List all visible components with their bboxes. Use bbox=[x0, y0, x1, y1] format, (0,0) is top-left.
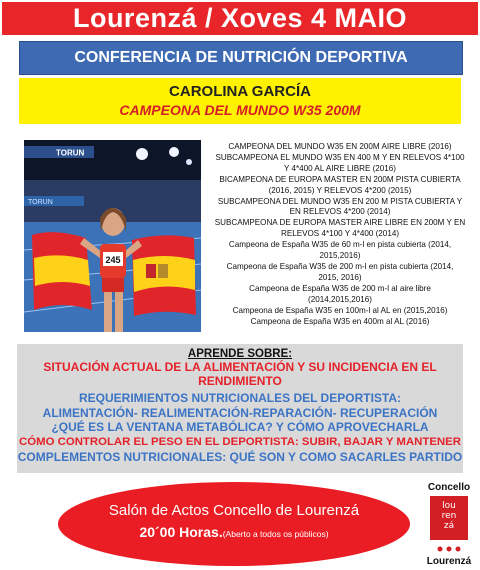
event-date-title: Lourenzá / Xoves 4 MAIO bbox=[72, 3, 408, 33]
achievement-line: CAMPEONA DEL MUNDO W35 EN 200M AIRE LIBRE (2016) bbox=[228, 142, 452, 151]
topic-blue-1: REQUERIMIENTOS NUTRICIONALES DEL DEPORTISTA: bbox=[78, 391, 402, 405]
topic-red-1-cont: RENDIMIENTO bbox=[198, 373, 282, 388]
venue-time-line bbox=[58, 521, 410, 545]
athlete-photo-illustration bbox=[24, 140, 201, 332]
concello-logo bbox=[430, 496, 468, 540]
achievement-line: (2016, 2015) Y RELEVOS 4*200 (2015) bbox=[268, 185, 412, 195]
logo-line-1: lou bbox=[442, 501, 456, 511]
venue-time: 20´00 Horas. bbox=[139, 524, 223, 540]
topic-blue-2: ALIMENTACIÓN- REALIMENTACIÓN-REPARACIÓN- RECUPERACIÓN bbox=[42, 405, 438, 420]
achievement-line: BICAMPEONA DE EUROPA MASTER EN 200M PISTA CUBIERTA bbox=[219, 174, 461, 184]
top-banner bbox=[2, 2, 478, 35]
learn-topics-box bbox=[17, 344, 463, 473]
bib-number: 245 bbox=[105, 255, 121, 265]
venue-place: Salón de Actos Concello de Lourenzá bbox=[108, 502, 360, 519]
achievement-line: SUBCAMPEONA EL MUNDO W35 EN 400 M Y EN RELEVOS 4*100 bbox=[215, 152, 465, 162]
logo-dots-icon bbox=[436, 545, 462, 553]
logo-bottom-text: Lourenzá bbox=[426, 556, 472, 567]
logo-top-text: Concello bbox=[427, 482, 471, 493]
topic-blue-4: COMPLEMENTOS NUTRICIONALES: QUÉ SON Y COMO SACARLES PARTIDO bbox=[17, 449, 463, 464]
achievement-line: SUBCAMPEONA DE EUROPA MASTER AIRE LIBRE EN 200M Y EN bbox=[214, 218, 466, 228]
achievement-line: Y 4*400 AL AIRE LIBRE (2016) bbox=[283, 163, 397, 173]
speaker-box bbox=[19, 78, 461, 124]
achievements-list bbox=[205, 142, 475, 327]
logo-line-2: ren bbox=[441, 511, 457, 521]
venue-note: (Aberto a todos os públicos) bbox=[222, 529, 329, 539]
learn-heading: APRENDE SOBRE: bbox=[187, 348, 293, 360]
achievement-line: SUBCAMPEONA DEL MUNDO W35 EN 200 M PISTA CUBIERTA Y bbox=[217, 196, 463, 206]
topic-red-2: CÓMO CONTROLAR EL PESO EN EL DEPORTISTA: SUBIR, BAJAR Y MANTENER bbox=[19, 435, 461, 448]
achievement-line: Campeona de España W35 de 200 m-l al aire libre bbox=[249, 283, 431, 293]
logo-line-3: zá bbox=[443, 521, 455, 531]
venue-ellipse bbox=[58, 482, 410, 566]
topic-red-1: SITUACIÓN ACTUAL DE LA ALIMENTACIÓN Y SU INCIDENCIA EN EL bbox=[43, 360, 437, 374]
conference-title: CONFERENCIA DE NUTRICIÓN DEPORTIVA bbox=[74, 49, 408, 66]
svg-text:TORUN: TORUN bbox=[28, 199, 53, 206]
achievement-line: 2015, 2016) bbox=[318, 272, 362, 282]
speaker-title: CAMPEONA DEL MUNDO W35 200M bbox=[119, 102, 361, 118]
achievement-line: 2015,2016) bbox=[319, 251, 361, 261]
topic-blue-3: ¿QUÉ ES LA VENTANA METABÓLICA? Y CÓMO APROVECHARLA bbox=[51, 420, 429, 434]
achievement-line: EN RELEVOS 4*200 (2014) bbox=[289, 207, 391, 217]
athlete-photo bbox=[24, 140, 201, 332]
achievement-line: Campeona de España W35 en 400m al AL (2016) bbox=[250, 316, 430, 326]
conference-title-box bbox=[19, 41, 463, 75]
scoreboard-text: TORUN bbox=[56, 148, 85, 158]
achievement-line: (2014,2015,2016) bbox=[308, 294, 372, 304]
achievement-line: Campeona de España W35 en 100m-l al AL en (2015,2016) bbox=[232, 305, 448, 315]
achievement-line: RELEVOS 4*100 Y 4*400 (2014) bbox=[280, 229, 400, 239]
achievement-line: Campeona de España W35 de 200 m-l en pista cubierta (2014, bbox=[226, 261, 454, 271]
achievement-line: Campeona de España W35 de 60 m-l en pista cubierta (2014, bbox=[228, 240, 452, 250]
speaker-name: CAROLINA GARCÍA bbox=[169, 83, 311, 100]
